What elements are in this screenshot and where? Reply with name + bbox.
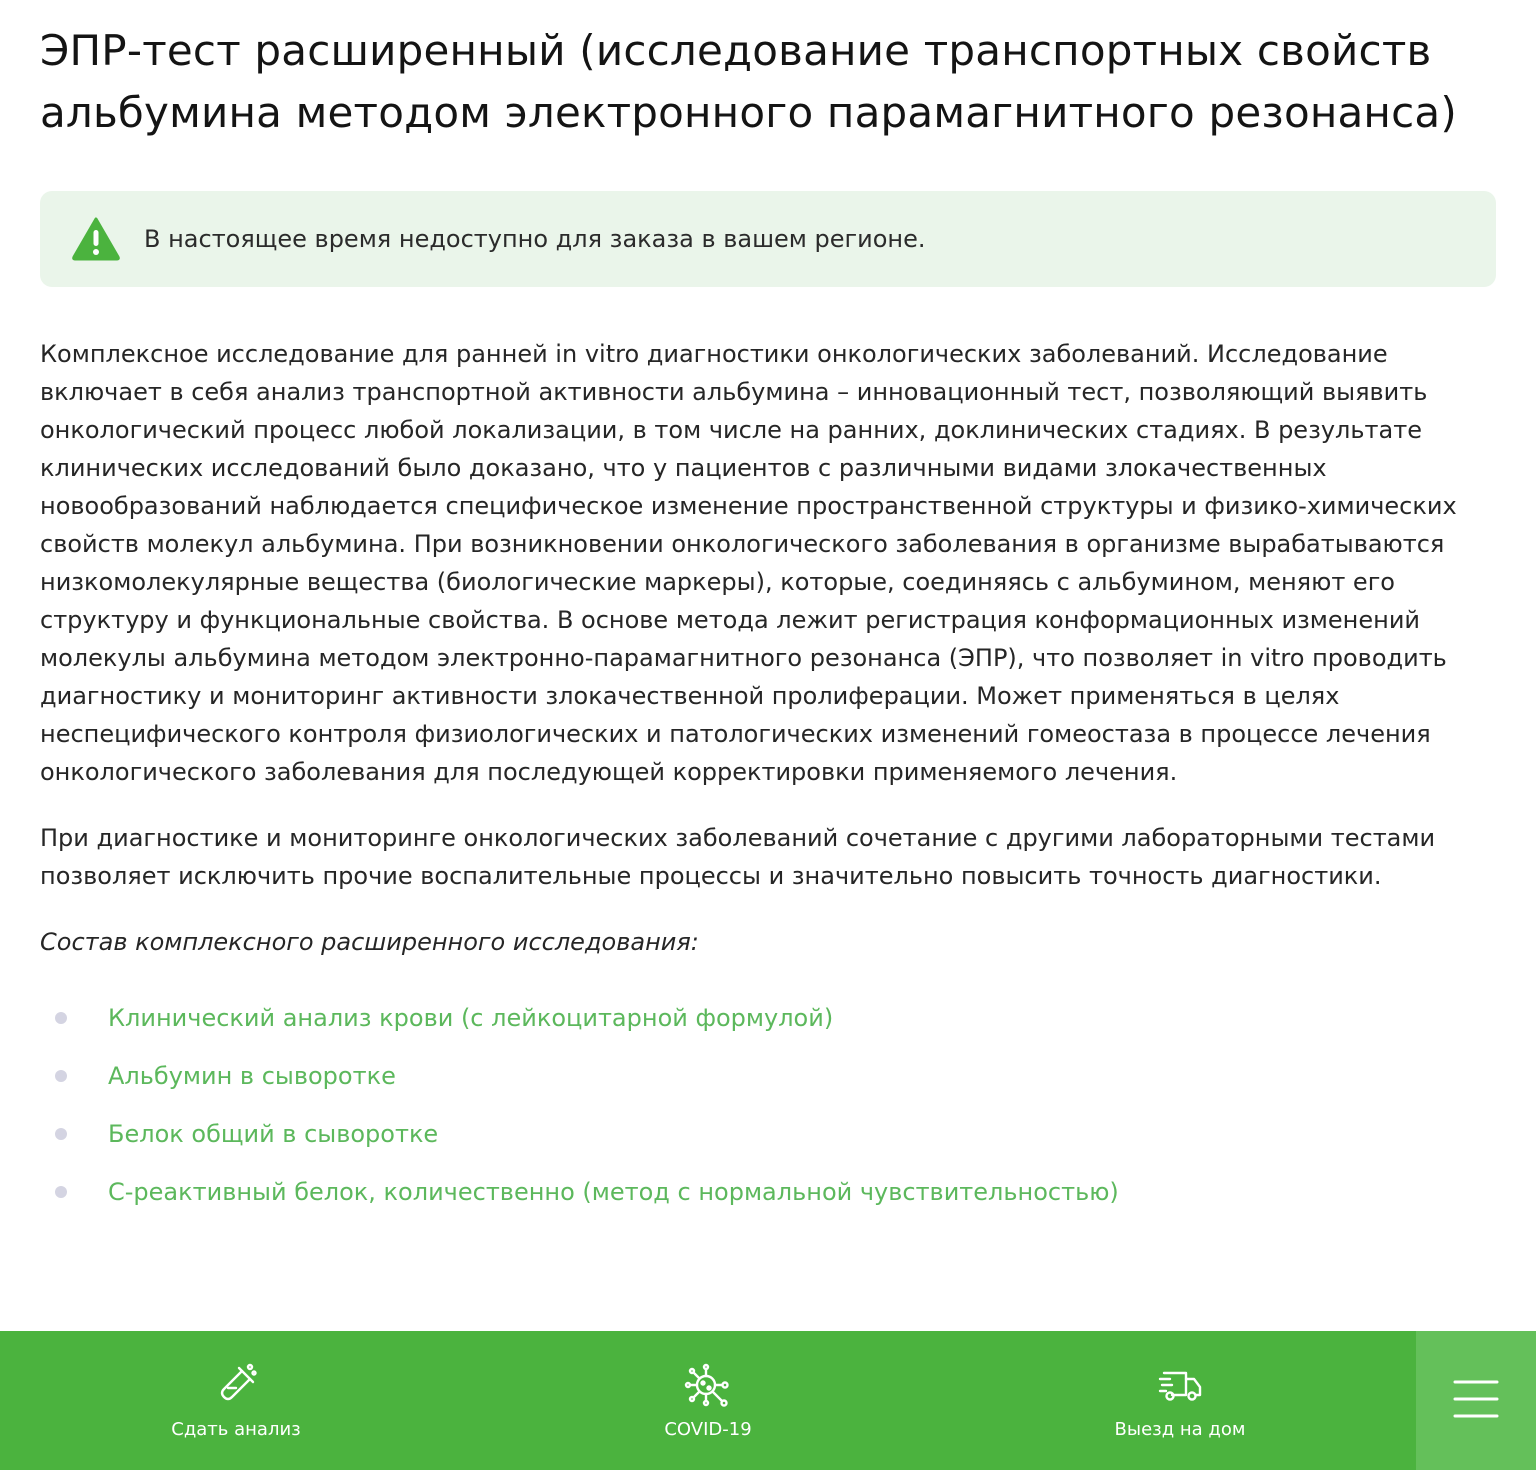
hamburger-menu-icon [1452,1378,1500,1424]
test-tube-icon [212,1361,260,1409]
virus-icon [684,1361,732,1409]
test-link[interactable]: Белок общий в сыворотке [108,1120,439,1148]
delivery-truck-icon [1156,1361,1204,1409]
alert-text: В настоящее время недоступно для заказа в вашем регионе. [144,225,926,253]
nav-label: Сдать анализ [171,1419,301,1440]
list-item [40,1105,1500,1163]
description-paragraph: Комплексное исследование для ранней in vitro диагностики онкологических заболеваний. Исследование включает в себя анализ транспортной активности альбумина – инновационный тест, позволяющий выявить онкологический процесс любой локализации, в том числе на ранних, доклинических стадиях. В результате клинических исследований было доказано, что у пациентов с различными видами злокачественных новообразований наблюдается специфическое изменение пространственной структуры и физико-химических свойств молекул альбумина. При возникновении онкологического заболевания в организме вырабатываются низкомолекулярные вещества (биологические маркеры), которые, соединяясь с альбумином, меняют его структуру и функциональные свойства. В основе метода лежит регистрация конформационных изменений молекулы альбумина методом электронно-парамагнитного резонанса (ЭПР), что позволяет in vitro проводить диагностику и мониторинг активности злокачественной пролиферации. Может применяться в целях неспецифического контроля физиологических и патологических изменений гомеостаза в процессе лечения онкологического заболевания для последующей корректировки применяемого лечения. [40,340,1457,786]
main-content [40,20,1500,1221]
test-link[interactable]: С-реактивный белок, количественно (метод с нормальной чувствительностью) [108,1178,1119,1206]
list-item [40,1047,1500,1105]
list-item [40,1163,1500,1221]
page-title: ЭПР-тест расширенный (исследование транспортных свойств альбумина методом электронного парамагнитного резонанса) [40,26,1457,137]
nav-item-home-visit[interactable] [944,1331,1416,1470]
description-paragraph: При диагностике и мониторинге онкологических заболеваний сочетание с другими лабораторными тестами позволяет исключить прочие воспалительные процессы и значительно повысить точность диагностики. [40,824,1436,890]
bullet-icon [55,1186,67,1198]
list-item [40,989,1500,1047]
bottom-navigation [0,1331,1536,1470]
composition-heading: Состав комплексного расширенного исследования: [40,928,699,956]
menu-button[interactable] [1416,1331,1536,1470]
test-link[interactable]: Альбумин в сыворотке [108,1062,396,1090]
bullet-icon [55,1012,67,1024]
composition-list [40,989,1500,1221]
bullet-icon [55,1070,67,1082]
availability-alert [40,191,1496,287]
warning-triangle-icon [72,215,120,263]
nav-item-covid[interactable] [472,1331,944,1470]
bullet-icon [55,1128,67,1140]
nav-label: COVID-19 [664,1419,752,1440]
nav-item-take-test[interactable] [0,1331,472,1470]
nav-label: Выезд на дом [1114,1419,1246,1440]
test-link[interactable]: Клинический анализ крови (с лейкоцитарной формулой) [108,1004,834,1032]
